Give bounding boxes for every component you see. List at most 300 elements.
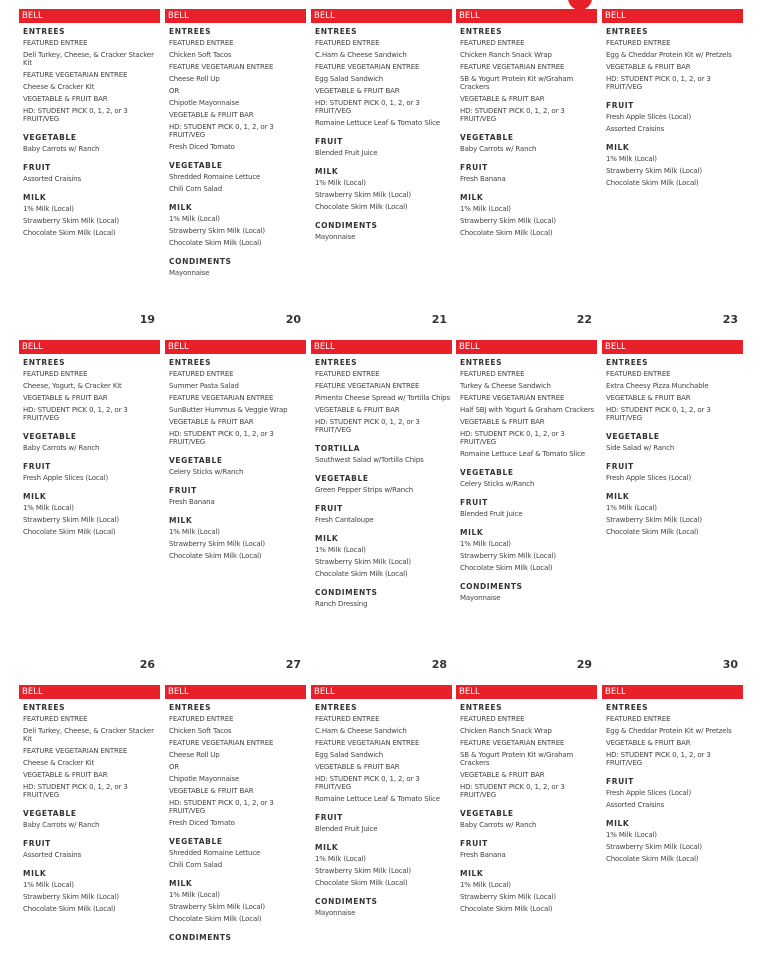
menu-section [606,27,743,91]
bell-header: BELL [456,340,597,354]
section-heading: MILK [23,492,47,501]
menu-body [602,354,743,536]
menu-item: VEGETABLE & FRUIT BAR [169,787,254,795]
menu-item: VEGETABLE & FRUIT BAR [460,771,545,779]
menu-item: FEATURED ENTREE [460,39,525,47]
section-heading: MILK [315,534,339,543]
menu-item: Deli Turkey, Cheese, & Cracker Stacker Kit [23,51,154,67]
section-heading: CONDIMENTS [169,933,232,942]
menu-section [606,777,743,809]
menu-item: Strawberry Skim Milk (Local) [460,552,556,560]
menu-item: Chicken Ranch Snack Wrap [460,727,552,735]
section-heading: VEGETABLE [315,474,369,483]
menu-item: HD: STUDENT PICK 0, 1, 2, or 3 FRUIT/VEG [606,406,711,422]
section-heading: ENTREES [169,27,212,36]
menu-item: C.Ham & Cheese Sandwich [315,727,407,735]
section-heading: ENTREES [460,358,503,367]
menu-item: SB & Yogurt Protein Kit w/Graham Crackers [460,751,574,767]
menu-item: SB & Yogurt Protein Kit w/Graham Crackers [460,75,574,91]
menu-section [606,101,743,133]
menu-section [169,703,306,827]
menu-item: Egg Salad Sandwich [315,751,384,759]
menu-section [460,839,597,859]
menu-body [165,354,306,560]
section-heading: MILK [169,516,193,525]
day-cell [19,9,160,247]
section-heading: FRUIT [23,163,51,172]
menu-item: FEATURED ENTREE [169,370,234,378]
menu-item: Chocolate Skim Milk (Local) [23,905,116,913]
menu-item: Chocolate Skim Milk (Local) [169,239,262,247]
section-heading: MILK [460,528,484,537]
menu-item: FEATURED ENTREE [606,39,671,47]
section-heading: VEGETABLE [606,432,660,441]
menu-item: FEATURED ENTREE [315,715,380,723]
menu-item: Fresh Diced Tomato [169,819,235,827]
day-cell [165,340,306,570]
section-heading: CONDIMENTS [315,897,378,906]
menu-item: Half SBJ with Yogurt & Graham Crackers [460,406,595,414]
menu-body [165,699,306,943]
menu-section [460,809,597,829]
menu-item: FEATURE VEGETARIAN ENTREE [460,394,565,402]
menu-body [602,699,743,863]
menu-section [169,933,306,943]
section-heading: CONDIMENTS [315,221,378,230]
section-heading: MILK [23,869,47,878]
menu-item: Chocolate Skim Milk (Local) [606,528,699,536]
menu-item: Fresh Apple Slices (Local) [606,474,692,482]
menu-item: Chocolate Skim Milk (Local) [460,905,553,913]
menu-item: 1% Milk (Local) [606,831,657,839]
menu-item: Turkey & Cheese Sandwich [460,382,551,390]
day-cell [165,685,306,953]
menu-section [315,137,452,157]
menu-item: VEGETABLE & FRUIT BAR [315,406,400,414]
section-heading: VEGETABLE [169,456,223,465]
menu-item: Mayonnaise [460,594,501,602]
day-number: 27 [285,658,301,671]
menu-item: FEATURED ENTREE [169,39,234,47]
menu-item: Baby Carrots w/ Ranch [460,145,537,153]
menu-item: Chicken Soft Tacos [169,51,232,59]
bell-header: BELL [165,9,306,23]
menu-section [23,492,160,536]
menu-item: FEATURE VEGETARIAN ENTREE [460,63,565,71]
bell-header: BELL [19,9,160,23]
menu-item: FEATURED ENTREE [460,370,525,378]
section-heading: FRUIT [315,137,343,146]
menu-item: Strawberry Skim Milk (Local) [606,516,702,524]
menu-item: Assorted Craisins [23,175,82,183]
menu-section [460,133,597,153]
menu-item: Cheese & Cracker Kit [23,83,95,91]
menu-item: VEGETABLE & FRUIT BAR [606,394,691,402]
menu-item: Chocolate Skim Milk (Local) [460,564,553,572]
menu-item: Strawberry Skim Milk (Local) [169,903,265,911]
menu-section [606,819,743,863]
menu-item: HD: STUDENT PICK 0, 1, 2, or 3 FRUIT/VEG [460,430,565,446]
menu-item: FEATURE VEGETARIAN ENTREE [169,63,274,71]
section-heading: ENTREES [169,703,212,712]
menu-section [23,432,160,452]
section-heading: MILK [169,203,193,212]
menu-item: Strawberry Skim Milk (Local) [460,893,556,901]
menu-item: Mayonnaise [315,233,356,241]
menu-section [606,462,743,482]
menu-item: Mayonnaise [169,269,210,277]
section-heading: CONDIMENTS [169,257,232,266]
menu-item: Chili Corn Salad [169,861,222,869]
section-heading: FRUIT [315,504,343,513]
menu-item: Fresh Banana [460,175,506,183]
menu-item: C.Ham & Cheese Sandwich [315,51,407,59]
section-heading: VEGETABLE [23,432,77,441]
menu-section [169,161,306,193]
section-heading: FRUIT [169,486,197,495]
menu-item: Egg Salad Sandwich [315,75,384,83]
day-number: 28 [431,658,447,671]
menu-item: FEATURE VEGETARIAN ENTREE [315,739,420,747]
menu-item: Cheese Roll Up [169,751,220,759]
menu-item: Fresh Banana [169,498,215,506]
section-heading: MILK [460,193,484,202]
menu-section [315,813,452,833]
bell-header: BELL [602,9,743,23]
bell-header: BELL [165,340,306,354]
menu-item: Chocolate Skim Milk (Local) [606,179,699,187]
menu-section [169,486,306,506]
menu-item: Blended Fruit Juice [315,149,378,157]
menu-item: 1% Milk (Local) [315,179,366,187]
day-number: 29 [576,658,592,671]
bell-header: BELL [456,9,597,23]
menu-section [169,358,306,446]
menu-section [169,203,306,247]
menu-item: HD: STUDENT PICK 0, 1, 2, or 3 FRUIT/VEG [606,751,711,767]
menu-item: VEGETABLE & FRUIT BAR [23,771,108,779]
menu-item: Romaine Lettuce Leaf & Tomato Slice [460,450,585,458]
section-heading: MILK [23,193,47,202]
menu-item: HD: STUDENT PICK 0, 1, 2, or 3 FRUIT/VEG [460,107,565,123]
menu-section [315,444,452,464]
menu-item: Shredded Romaine Lettuce [169,849,261,857]
menu-item: Strawberry Skim Milk (Local) [23,217,119,225]
bell-header: BELL [456,685,597,699]
menu-item: Summer Pasta Salad [169,382,239,390]
menu-item: Cheese & Cracker Kit [23,759,95,767]
menu-item: Chipotle Mayonnaise [169,775,240,783]
menu-item: 1% Milk (Local) [169,528,220,536]
menu-item: Chocolate Skim Milk (Local) [315,570,408,578]
menu-item: Strawberry Skim Milk (Local) [460,217,556,225]
menu-section [315,358,452,434]
section-heading: VEGETABLE [460,133,514,142]
section-heading: MILK [169,879,193,888]
menu-item: HD: STUDENT PICK 0, 1, 2, or 3 FRUIT/VEG [169,799,274,815]
section-heading: FRUIT [23,462,51,471]
day-number: 21 [431,313,447,326]
menu-item: Blended Fruit Juice [315,825,378,833]
menu-item: Pimento Cheese Spread w/ Tortilla Chips [315,394,450,402]
day-cell [602,9,743,197]
menu-item: 1% Milk (Local) [606,504,657,512]
menu-item: HD: STUDENT PICK 0, 1, 2, or 3 FRUIT/VEG [315,775,420,791]
menu-section [315,897,452,917]
menu-item: 1% Milk (Local) [460,540,511,548]
day-number: 22 [576,313,592,326]
menu-section [315,703,452,803]
menu-section [460,163,597,183]
section-heading: FRUIT [606,101,634,110]
day-cell [602,340,743,546]
section-heading: VEGETABLE [23,133,77,142]
menu-section [315,588,452,608]
menu-item: Fresh Apple Slices (Local) [606,113,692,121]
bell-header: BELL [602,685,743,699]
menu-item: FEATURED ENTREE [23,715,88,723]
menu-item: FEATURE VEGETARIAN ENTREE [169,394,274,402]
menu-section [169,837,306,869]
menu-item: FEATURE VEGETARIAN ENTREE [315,382,420,390]
menu-body [19,23,160,237]
menu-section [169,27,306,151]
menu-item: VEGETABLE & FRUIT BAR [169,111,254,119]
bell-header: BELL [311,9,452,23]
menu-item: Chocolate Skim Milk (Local) [169,915,262,923]
menu-item: Chocolate Skim Milk (Local) [169,552,262,560]
menu-section [315,504,452,524]
menu-section [315,221,452,241]
menu-body [602,23,743,187]
menu-item: Blended Fruit Juice [460,510,523,518]
menu-item: FEATURED ENTREE [315,370,380,378]
menu-section [23,27,160,123]
menu-item: Mayonnaise [315,909,356,917]
day-cell [456,340,597,612]
menu-item: HD: STUDENT PICK 0, 1, 2, or 3 FRUIT/VEG [169,430,274,446]
section-heading: FRUIT [23,839,51,848]
section-heading: ENTREES [606,703,649,712]
menu-item: Celery Sticks w/Ranch [169,468,244,476]
menu-item: Baby Carrots w/ Ranch [23,821,100,829]
section-heading: CONDIMENTS [315,588,378,597]
section-heading: VEGETABLE [169,161,223,170]
menu-item: 1% Milk (Local) [169,215,220,223]
menu-section [23,809,160,829]
menu-item: 1% Milk (Local) [169,891,220,899]
day-cell [456,9,597,247]
day-number: 26 [139,658,155,671]
menu-item: Strawberry Skim Milk (Local) [315,191,411,199]
section-heading: VEGETABLE [23,809,77,818]
menu-item: VEGETABLE & FRUIT BAR [460,418,545,426]
menu-item: Side Salad w/ Ranch [606,444,675,452]
menu-item: Green Pepper Strips w/Ranch [315,486,414,494]
menu-body [311,23,452,241]
menu-item: VEGETABLE & FRUIT BAR [23,394,108,402]
menu-item: HD: STUDENT PICK 0, 1, 2, or 3 FRUIT/VEG [315,418,420,434]
section-heading: FRUIT [460,839,488,848]
section-heading: MILK [606,143,630,152]
section-heading: ENTREES [460,27,503,36]
bell-header: BELL [165,685,306,699]
section-heading: VEGETABLE [460,809,514,818]
menu-item: Chicken Ranch Snack Wrap [460,51,552,59]
menu-item: Strawberry Skim Milk (Local) [315,558,411,566]
menu-item: Strawberry Skim Milk (Local) [606,167,702,175]
menu-item: Shredded Romaine Lettuce [169,173,261,181]
menu-item: FEATURED ENTREE [315,39,380,47]
menu-item: Fresh Apple Slices (Local) [23,474,109,482]
menu-item: Chocolate Skim Milk (Local) [23,229,116,237]
menu-section [315,167,452,211]
day-cell [311,9,452,251]
menu-item: Chocolate Skim Milk (Local) [23,528,116,536]
menu-section [460,27,597,123]
menu-item: FEATURE VEGETARIAN ENTREE [315,63,420,71]
section-heading: TORTILLA [315,444,360,453]
section-heading: ENTREES [315,27,358,36]
menu-item: 1% Milk (Local) [23,205,74,213]
menu-section [23,462,160,482]
section-heading: FRUIT [460,498,488,507]
section-heading: FRUIT [460,163,488,172]
menu-item: 1% Milk (Local) [23,881,74,889]
menu-section [460,582,597,602]
menu-section [169,257,306,277]
section-heading: FRUIT [606,777,634,786]
menu-item: HD: STUDENT PICK 0, 1, 2, or 3 FRUIT/VEG [460,783,565,799]
day-number: 23 [722,313,738,326]
menu-item: FEATURED ENTREE [460,715,525,723]
menu-item: FEATURED ENTREE [23,39,88,47]
menu-item: Chocolate Skim Milk (Local) [606,855,699,863]
section-heading: MILK [315,843,339,852]
menu-body [456,699,597,913]
menu-item: HD: STUDENT PICK 0, 1, 2, or 3 FRUIT/VEG [23,107,128,123]
section-heading: VEGETABLE [169,837,223,846]
menu-section [23,163,160,183]
menu-item: Egg & Cheddar Protein Kit w/ Pretzels [606,727,732,735]
section-heading: VEGETABLE [460,468,514,477]
menu-item: Chocolate Skim Milk (Local) [315,203,408,211]
menu-section [23,193,160,237]
menu-item: FEATURE VEGETARIAN ENTREE [23,747,128,755]
menu-item: 1% Milk (Local) [315,546,366,554]
menu-item: Chocolate Skim Milk (Local) [460,229,553,237]
menu-item: VEGETABLE & FRUIT BAR [606,739,691,747]
bell-header: BELL [19,685,160,699]
menu-item: Assorted Craisins [23,851,82,859]
menu-item: Fresh Apple Slices (Local) [606,789,692,797]
menu-body [456,23,597,237]
menu-section [606,703,743,767]
menu-item: OR [169,763,180,771]
menu-item: Chili Corn Salad [169,185,222,193]
menu-section [460,358,597,458]
menu-item: Assorted Craisins [606,801,665,809]
menu-section [460,498,597,518]
menu-item: VEGETABLE & FRUIT BAR [169,418,254,426]
menu-item: Extra Cheesy Pizza Munchable [606,382,709,390]
menu-item: SunButter Hummus & Veggie Wrap [169,406,288,414]
menu-section [460,869,597,913]
menu-body [456,354,597,602]
menu-item: HD: STUDENT PICK 0, 1, 2, or 3 FRUIT/VEG [169,123,274,139]
menu-item: Celery Sticks w/Ranch [460,480,535,488]
menu-item: Ranch Dressing [315,600,368,608]
day-cell [311,685,452,927]
section-heading: ENTREES [23,358,66,367]
menu-item: Baby Carrots w/ Ranch [460,821,537,829]
section-heading: MILK [606,819,630,828]
menu-item: HD: STUDENT PICK 0, 1, 2, or 3 FRUIT/VEG [23,783,128,799]
menu-section [460,193,597,237]
section-heading: ENTREES [606,358,649,367]
menu-section [315,474,452,494]
menu-item: VEGETABLE & FRUIT BAR [460,95,545,103]
menu-body [19,354,160,536]
section-heading: ENTREES [460,703,503,712]
menu-item: Baby Carrots w/ Ranch [23,444,100,452]
section-heading: MILK [460,869,484,878]
menu-section [23,869,160,913]
menu-section [315,843,452,887]
bell-header: BELL [602,340,743,354]
menu-item: Southwest Salad w/Tortilla Chips [315,456,424,464]
menu-item: 1% Milk (Local) [315,855,366,863]
menu-item: FEATURED ENTREE [606,370,671,378]
menu-item: FEATURED ENTREE [169,715,234,723]
day-number: 30 [722,658,738,671]
menu-item: Strawberry Skim Milk (Local) [23,893,119,901]
menu-section [23,133,160,153]
menu-section [169,879,306,923]
menu-item: 1% Milk (Local) [460,881,511,889]
day-number: 19 [139,313,155,326]
menu-section [23,839,160,859]
menu-section [169,456,306,476]
bell-header: BELL [19,340,160,354]
section-heading: MILK [606,492,630,501]
menu-item: Fresh Cantaloupe [315,516,374,524]
menu-item: Strawberry Skim Milk (Local) [315,867,411,875]
menu-section [606,358,743,422]
menu-item: 1% Milk (Local) [460,205,511,213]
menu-item: Strawberry Skim Milk (Local) [606,843,702,851]
menu-item: Chicken Soft Tacos [169,727,232,735]
menu-item: Romaine Lettuce Leaf & Tomato Slice [315,119,440,127]
menu-section [315,534,452,578]
bell-header: BELL [311,340,452,354]
menu-body [165,23,306,277]
menu-section [169,516,306,560]
menu-item: FEATURE VEGETARIAN ENTREE [169,739,274,747]
menu-item: Baby Carrots w/ Ranch [23,145,100,153]
menu-item: Assorted Craisins [606,125,665,133]
menu-section [606,143,743,187]
menu-section [606,492,743,536]
menu-item: Deli Turkey, Cheese, & Cracker Stacker Kit [23,727,154,743]
menu-item: HD: STUDENT PICK 0, 1, 2, or 3 FRUIT/VEG [315,99,420,115]
menu-item: Strawberry Skim Milk (Local) [169,227,265,235]
day-cell [19,685,160,923]
day-cell [165,9,306,287]
section-heading: ENTREES [315,358,358,367]
menu-item: VEGETABLE & FRUIT BAR [315,87,400,95]
day-cell [19,340,160,546]
